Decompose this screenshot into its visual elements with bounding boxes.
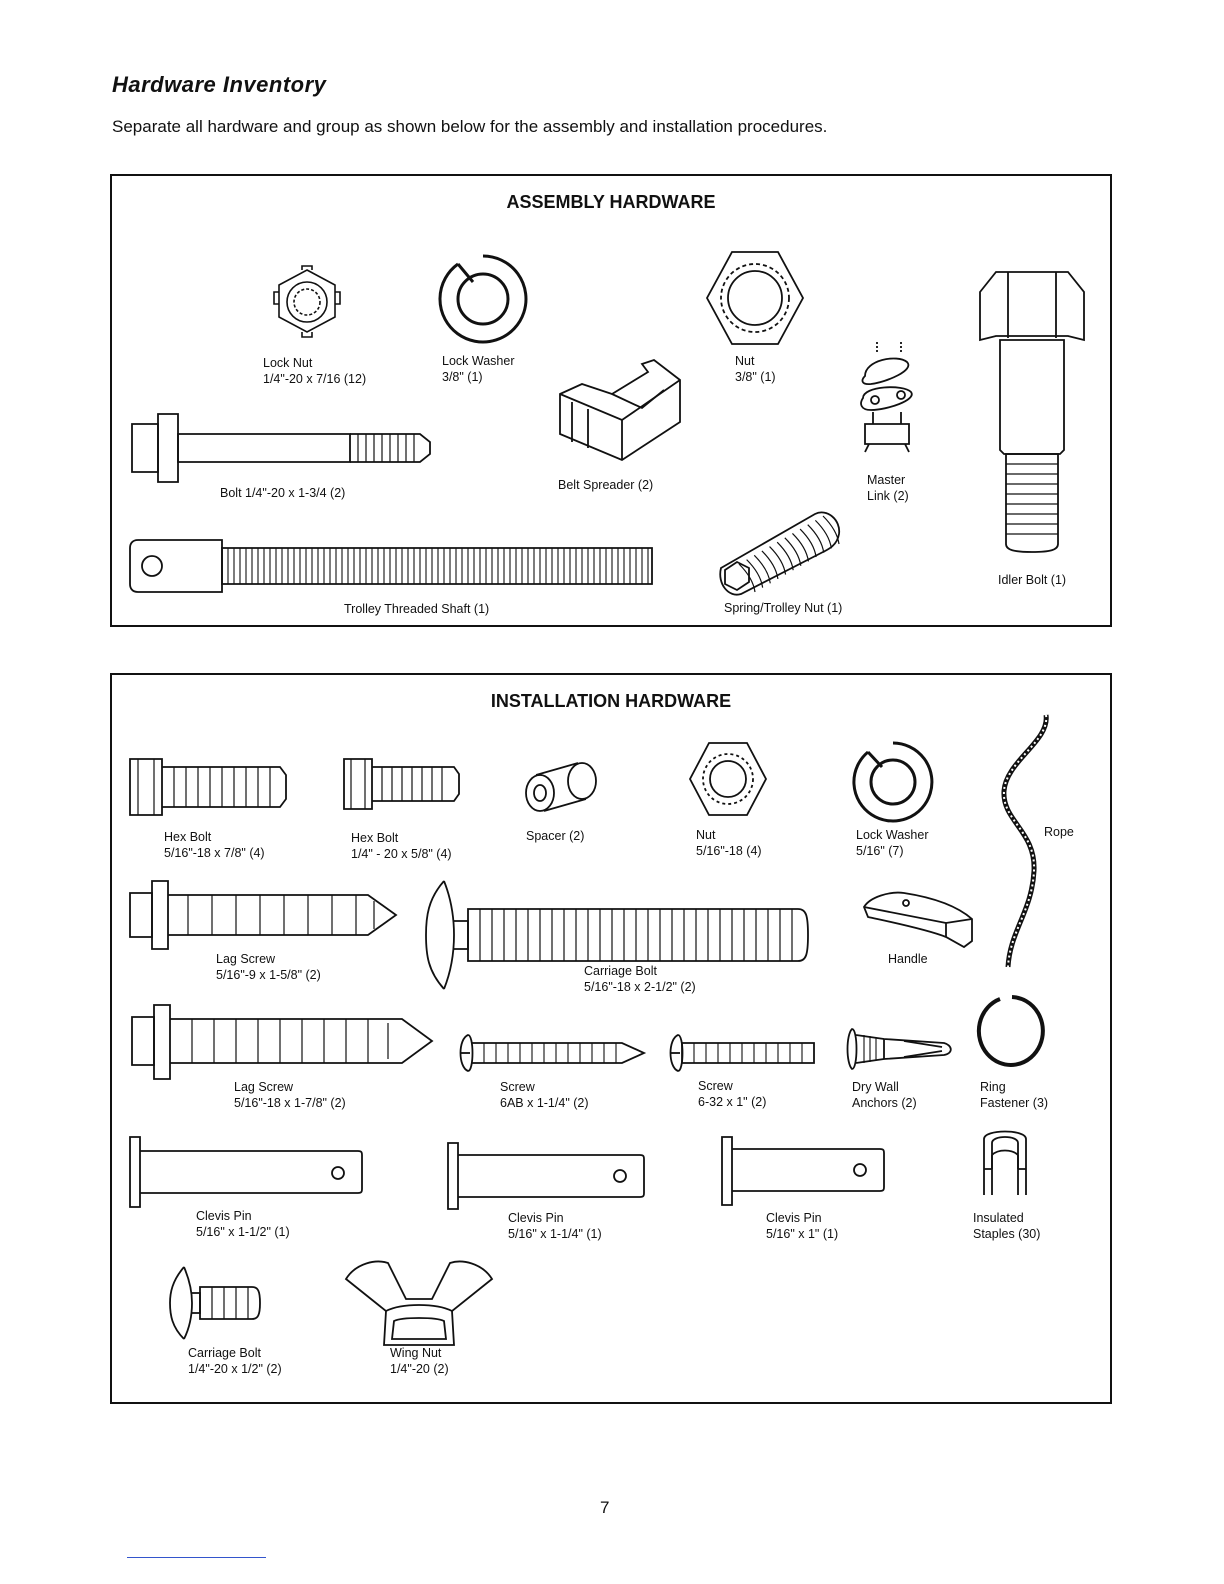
trolley-shaft-icon (130, 538, 660, 594)
screw-6-32-icon (666, 1031, 820, 1075)
handle-label: Handle (888, 952, 928, 966)
clevis-pin-2-label: Clevis Pin 5/16" x 1-1/4" (1) (508, 1211, 602, 1241)
nut-label: Nut 3/8" (1) (735, 354, 776, 384)
screw-6-32-label: Screw 6-32 x 1" (2) (698, 1079, 767, 1109)
lock-nut-icon (272, 266, 342, 342)
rope-icon (996, 711, 1056, 973)
clevis-pin-3-icon (720, 1135, 886, 1207)
carriage-bolt-2-label: Carriage Bolt 1/4"-20 x 1/2" (2) (188, 1346, 282, 1376)
master-link-label: Master Link (2) (867, 473, 909, 503)
spacer-icon (522, 759, 602, 815)
ring-fastener-label: Ring Fastener (3) (980, 1080, 1049, 1110)
assembly-hardware-panel (110, 174, 1112, 627)
page-number: 7 (600, 1498, 610, 1517)
wing-nut-label: Wing Nut 1/4"-20 (2) (390, 1346, 449, 1376)
lock-washer-icon (438, 254, 528, 344)
idler-bolt-icon (978, 270, 1086, 554)
nut-5-16-label: Nut 5/16"-18 (4) (696, 828, 762, 858)
belt-spreader-icon (552, 354, 687, 464)
lock-washer-5-16-icon (852, 741, 934, 823)
spring-nut-icon (715, 506, 847, 596)
lag-screw-2-icon (130, 1003, 434, 1081)
clevis-pin-1-icon (128, 1135, 364, 1209)
hex-bolt-1-label: Hex Bolt 5/16"-18 x 7/8" (4) (164, 830, 265, 860)
lock-washer-label: Lock Washer 3/8" (1) (442, 354, 515, 384)
ring-fastener-icon (976, 993, 1048, 1069)
rope-label: Rope (1044, 825, 1074, 839)
lock-washer-5-16-label: Lock Washer 5/16" (7) (856, 828, 929, 858)
insulated-staples-label: Insulated Staples (30) (973, 1211, 1041, 1241)
clevis-pin-2-icon (446, 1141, 646, 1213)
clevis-pin-3-label: Clevis Pin 5/16" x 1" (1) (766, 1211, 839, 1241)
hex-bolt-1-icon (128, 757, 288, 817)
installation-title: INSTALLATION HARDWARE (490, 691, 732, 711)
trolley-shaft-label: Trolley Threaded Shaft (1) (344, 602, 490, 616)
idler-bolt-label: Idler Bolt (1) (998, 573, 1067, 587)
master-link-icon (857, 340, 919, 458)
screw-6ab-label: Screw 6AB x 1-1/4" (2) (500, 1080, 589, 1110)
belt-spreader-label: Belt Spreader (2) (558, 478, 654, 492)
bolt-label: Bolt 1/4"-20 x 1-3/4 (2) (220, 486, 346, 500)
carriage-bolt-2-icon (168, 1265, 268, 1341)
footer-line (127, 1557, 266, 1558)
hex-bolt-2-icon (342, 757, 462, 811)
lag-screw-1-icon (128, 879, 400, 951)
handle-icon (860, 889, 976, 949)
intro-text: Separate all hardware and group as shown below for the assembly and installation procedures. (112, 117, 828, 136)
hex-bolt-2-label: Hex Bolt 1/4" - 20 x 5/8" (4) (351, 831, 452, 861)
nut-icon (705, 250, 805, 346)
carriage-bolt-1-label: Carriage Bolt 5/16"-18 x 2-1/2" (2) (584, 964, 696, 994)
assembly-title: ASSEMBLY HARDWARE (506, 192, 716, 212)
nut-5-16-icon (688, 741, 768, 817)
installation-hardware-panel (110, 673, 1112, 1404)
spring-nut-label: Spring/Trolley Nut (1) (724, 601, 843, 615)
lag-screw-2-label: Lag Screw 5/16"-18 x 1-7/8" (2) (234, 1080, 346, 1110)
page-title: Hardware Inventory (112, 72, 327, 97)
dry-wall-anchor-icon (844, 1025, 956, 1073)
bolt-icon (130, 412, 435, 484)
insulated-staple-icon (978, 1125, 1032, 1199)
lock-nut-label: Lock Nut 1/4"-20 x 7/16 (12) (263, 356, 367, 386)
dry-wall-label: Dry Wall Anchors (2) (852, 1080, 917, 1110)
lag-screw-1-label: Lag Screw 5/16"-9 x 1-5/8" (2) (216, 952, 321, 982)
screw-6ab-icon (456, 1031, 648, 1075)
clevis-pin-1-label: Clevis Pin 5/16" x 1-1/2" (1) (196, 1209, 290, 1239)
spacer-label: Spacer (2) (526, 829, 585, 843)
wing-nut-icon (342, 1259, 496, 1349)
